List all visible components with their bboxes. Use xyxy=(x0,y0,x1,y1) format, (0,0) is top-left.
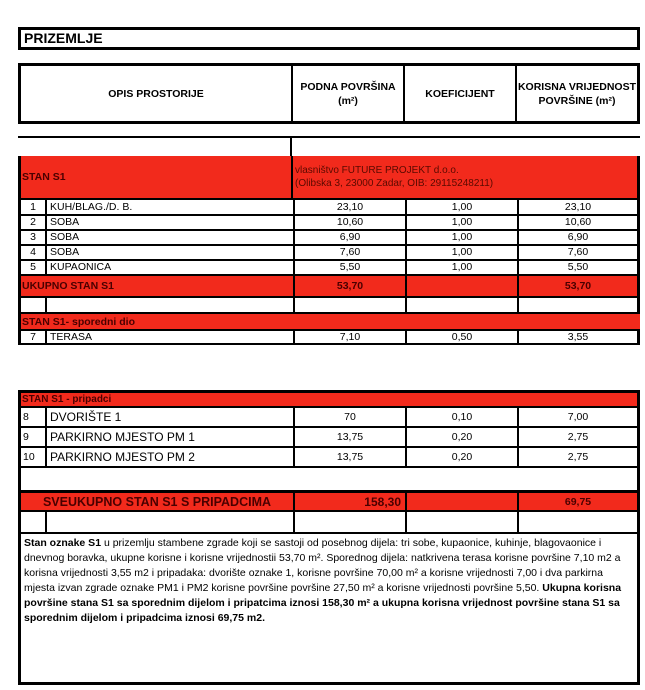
coefficient: 0,20 xyxy=(407,448,519,466)
coefficient: 0,50 xyxy=(407,331,519,343)
table-row xyxy=(18,260,640,276)
useful-value: 23,10 xyxy=(564,201,592,213)
table-row xyxy=(18,329,640,345)
room-name: KUH/BLAG./D. B. xyxy=(47,200,295,214)
section-label: STAN S1 xyxy=(21,156,293,198)
grand-total-row xyxy=(18,490,640,512)
table-row xyxy=(18,448,640,468)
owner-line1: vlasništvo FUTURE PROJEKT d.o.o. xyxy=(295,165,459,176)
useful-value: 3,55 xyxy=(567,331,589,343)
owner-info xyxy=(293,156,637,198)
row-number: 2 xyxy=(21,215,47,229)
coefficient: 1,00 xyxy=(407,230,519,244)
table-row xyxy=(18,408,640,428)
row-number: 4 xyxy=(21,245,47,259)
room-name: KUPAONICA xyxy=(47,260,295,274)
header-koeficijent: KOEFICIJENT xyxy=(405,66,517,121)
table-row xyxy=(18,200,640,216)
useful-value: 6,90 xyxy=(567,231,589,243)
floor-area: 7,10 xyxy=(295,331,407,343)
total-korisna: 53,70 xyxy=(564,280,592,292)
useful-value: 7,60 xyxy=(567,246,589,258)
row-number: 10 xyxy=(21,448,47,466)
section-label: STAN S1- sporedni dio xyxy=(22,315,135,328)
room-name: SOBA xyxy=(47,215,295,229)
spacer-divider xyxy=(290,136,292,157)
desc-bold-summary: Ukupna korisna površine stana S1 sa sporednim dijelom i pripatcima iznosi 158,30 m² a ukupna korisna vrijednost površine stana S1 sa sporednim dijelom i pripadcima iznosi 69,75 m2. xyxy=(24,582,622,624)
room-name: SOBA xyxy=(47,245,295,259)
grand-total-korisna: 69,75 xyxy=(564,495,592,508)
useful-value: 2,75 xyxy=(567,451,589,463)
floor-area: 23,10 xyxy=(295,200,407,214)
floor-area: 10,60 xyxy=(295,215,407,229)
section-label: STAN S1 - pripadci xyxy=(22,394,112,405)
table-row xyxy=(18,215,640,231)
header-podna: PODNA POVRŠINA (m²) xyxy=(293,66,405,121)
total-row-stan-s1 xyxy=(18,276,640,298)
spacer-line xyxy=(18,136,640,138)
blank-row xyxy=(18,512,640,532)
useful-value: 7,00 xyxy=(567,411,589,423)
room-name: PARKIRNO MJESTO PM 2 xyxy=(47,448,295,466)
blank-gap xyxy=(18,468,640,490)
floor-area: 7,60 xyxy=(295,245,407,259)
blank-row xyxy=(18,298,640,314)
floor-area: 6,90 xyxy=(295,230,407,244)
grand-total-podna: 158,30 xyxy=(295,493,407,510)
coefficient: 0,20 xyxy=(407,428,519,446)
coefficient: 1,00 xyxy=(407,245,519,259)
coefficient: 1,00 xyxy=(407,215,519,229)
room-name: TERASA xyxy=(47,331,295,343)
owner-line2: (Olibska 3, 23000 Zadar, OIB: 29115248211) xyxy=(295,178,494,189)
floor-area: 13,75 xyxy=(295,428,407,446)
table-row xyxy=(18,245,640,261)
table-row xyxy=(18,428,640,448)
room-name: SOBA xyxy=(47,230,295,244)
total-podna: 53,70 xyxy=(295,276,407,296)
desc-bold-intro: Stan oznake S1 xyxy=(24,537,102,549)
row-number: 9 xyxy=(21,428,47,446)
table-header xyxy=(18,63,640,124)
header-korisna: KORISNA VRIJEDNOST POVRŠINE (m²) xyxy=(517,80,637,107)
section-stan-s1 xyxy=(18,156,640,200)
grand-total-label: SVEUKUPNO STAN S1 S PRIPADCIMA xyxy=(21,493,295,510)
useful-value: 2,75 xyxy=(567,431,589,443)
row-number: 1 xyxy=(21,200,47,214)
header-opis: OPIS PROSTORIJE xyxy=(21,66,293,121)
grand-total-koef xyxy=(407,493,519,510)
total-label: UKUPNO STAN S1 xyxy=(21,276,295,296)
row-number: 3 xyxy=(21,230,47,244)
useful-value: 5,50 xyxy=(567,261,589,273)
desc-body: u prizemlju stambene zgrade koji se sastoji od posebnog dijela: tri sobe, kupaonice, kuhinje, blagovaonice i dnevnog boravka, ukupne korisne i korisne vrijednostii 53,70 m². Sporednog dijela: natkrivena terasa korisne površine 7,10 m2 a korisna vrijednosti 3,55 m2 i pripadaka: dvorište oznake 1, korisne površine 70,00 m² a korisne vrijednosti 7,00 i dva parkirna mjesta izvan zgrade oznake PM1 i PM2 korisne površine površine 27,50 m² a korisne vrijednosti površine 5,50. xyxy=(24,537,621,594)
row-number: 8 xyxy=(21,408,47,426)
section-pripadci xyxy=(18,390,640,408)
floor-title: PRIZEMLJE xyxy=(18,27,640,50)
room-name: DVORIŠTE 1 xyxy=(47,408,295,426)
floor-area: 5,50 xyxy=(295,260,407,274)
coefficient: 0,10 xyxy=(407,408,519,426)
floor-area: 70 xyxy=(295,408,407,426)
room-name: PARKIRNO MJESTO PM 1 xyxy=(47,428,295,446)
table-row xyxy=(18,230,640,246)
floor-area: 13,75 xyxy=(295,448,407,466)
apartment-description xyxy=(18,532,640,685)
coefficient: 1,00 xyxy=(407,200,519,214)
row-number: 5 xyxy=(21,260,47,274)
useful-value: 10,60 xyxy=(564,216,592,228)
total-koef xyxy=(407,276,519,296)
coefficient: 1,00 xyxy=(407,260,519,274)
row-number: 7 xyxy=(21,331,47,343)
section-sporedni xyxy=(18,314,640,329)
